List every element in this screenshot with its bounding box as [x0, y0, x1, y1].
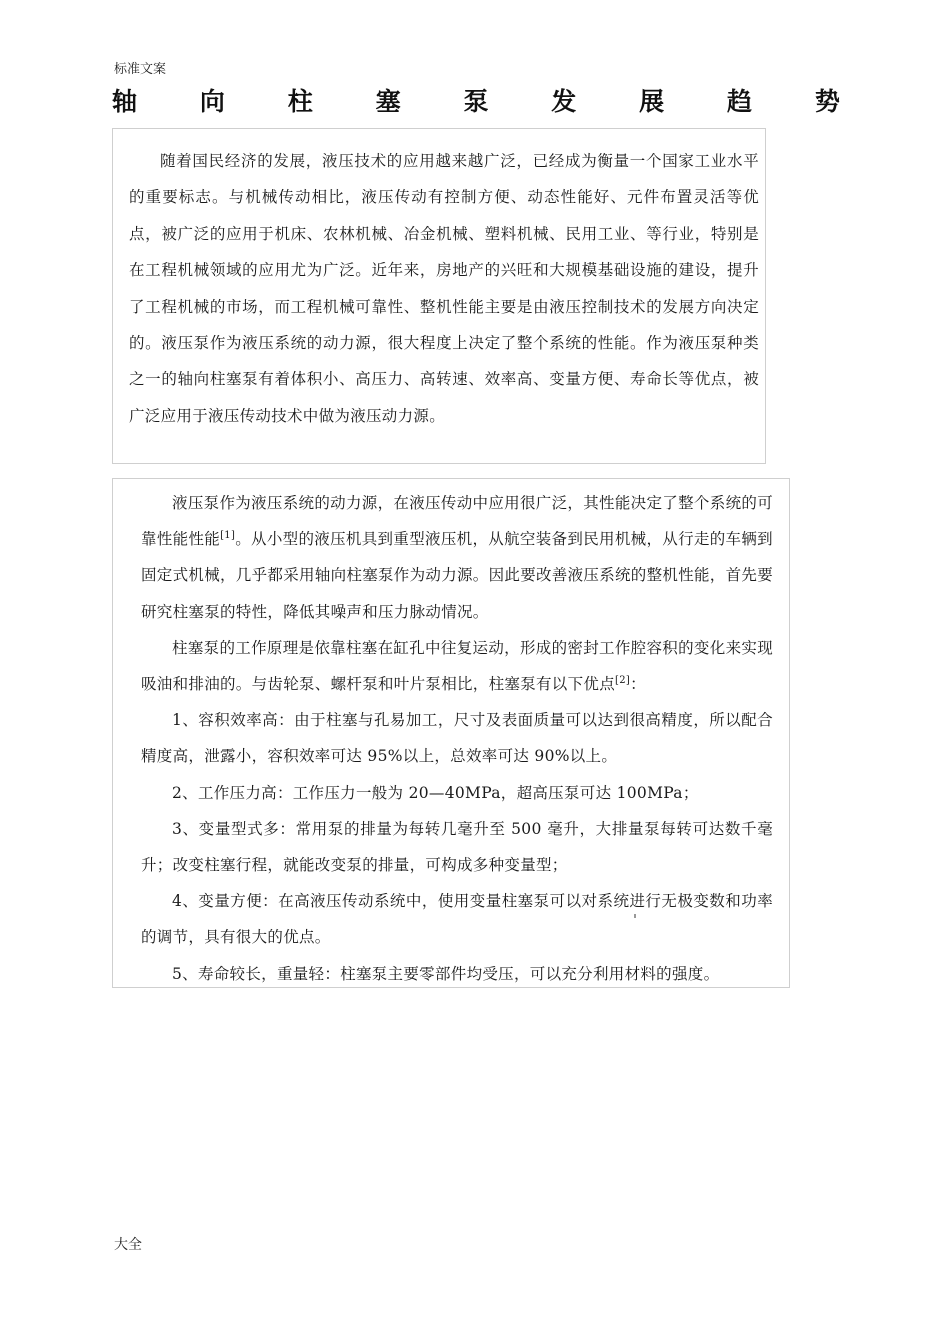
advantage-item: 3、变量型式多：常用泵的排量为每转几毫升至 500 毫升，大排量泵每转可达数千毫升；改变柱塞行程，就能改变泵的排量，可构成多种变量型；: [141, 819, 773, 875]
title-char: 发: [551, 87, 577, 116]
citation-ref: [2]: [615, 674, 631, 686]
title-char: 塞: [375, 87, 401, 116]
advantage-item: 5、寿命较长，重量轻：柱塞泵主要零部件均受压，可以充分利用材料的强度。: [172, 964, 720, 983]
scan-speck: [634, 914, 636, 918]
advantages-text-box: [112, 478, 790, 988]
title-char: 柱: [287, 87, 313, 116]
page-title: [112, 82, 840, 118]
page-footer-label: 大全: [114, 1237, 142, 1253]
title-char: 展: [639, 87, 665, 116]
citation-ref: [1]: [220, 530, 236, 542]
title-char: 势: [814, 87, 840, 116]
paragraph-text: 液压泵作为液压系统的动力源，在液压传动中应用很广泛，其性能决定了整个系统的可靠性能性能: [141, 494, 773, 549]
advantage-item: 4、变量方便：在高液压传动系统中，使用变量柱塞泵可以对系统进行无极变数和功率的调节，具有很大的优点。: [141, 892, 773, 947]
paragraph-text: 柱塞泵的工作原理是依靠柱塞在缸孔中往复运动，形成的密封工作腔容积的变化来实现吸油和排油的。与齿轮泵、螺杆泵和叶片泵相比，柱塞泵有以下优点: [141, 638, 773, 694]
paragraph-text: ：: [630, 675, 646, 694]
title-char: 向: [199, 87, 225, 116]
title-char: 轴: [112, 87, 138, 116]
title-char: 泵: [463, 87, 489, 116]
advantage-item: 1、容积效率高：由于柱塞与孔易加工，尺寸及表面质量可以达到很高精度，所以配合精度高，泄露小，容积效率可达 95%以上，总效率可达 90%以上。: [141, 711, 773, 766]
body-paragraph: [141, 485, 773, 630]
advantage-item: 2、工作压力高：工作压力一般为 20—40MPa，超高压泵可达 100MPa；: [172, 783, 699, 802]
intro-text-box: [112, 128, 766, 464]
title-char: 趋: [727, 87, 753, 116]
paragraph-text: 。从小型的液压机具到重型液压机，从航空装备到民用机械，从行走的车辆到固定式机械，几乎都采用轴向柱塞泵作为动力源。因此要改善液压系统的整机性能，首先要研究柱塞泵的特性，降低其噪声和压力脉动情况。: [141, 530, 774, 621]
page-header-label: 标准文案: [114, 62, 167, 77]
body-paragraph: [141, 630, 773, 702]
intro-paragraph: 随着国民经济的发展，液压技术的应用越来越广泛，已经成为衡量一个国家工业水平的重要标志。与机械传动相比，液压传动有控制方便、动态性能好、元件布置灵活等优点，被广泛的应用于机床、农林机械、冶金机械、塑料机械、民用工业、等行业，特别是在工程机械领域的应用尤为广泛。近年来，房地产的兴旺和大规模基础设施的建设，提升了工程机械的市场，而工程机械可靠性、整机性能主要是由液压控制技术的发展方向决定的。液压泵作为液压系统的动力源，很大程度上决定了整个系统的性能。作为液压泵种类之一的轴向柱塞泵有着体积小、高压力、高转速、效率高、变量方便、寿命长等优点，被广泛应用于液压传动技术中做为液压动力源。: [129, 152, 759, 425]
